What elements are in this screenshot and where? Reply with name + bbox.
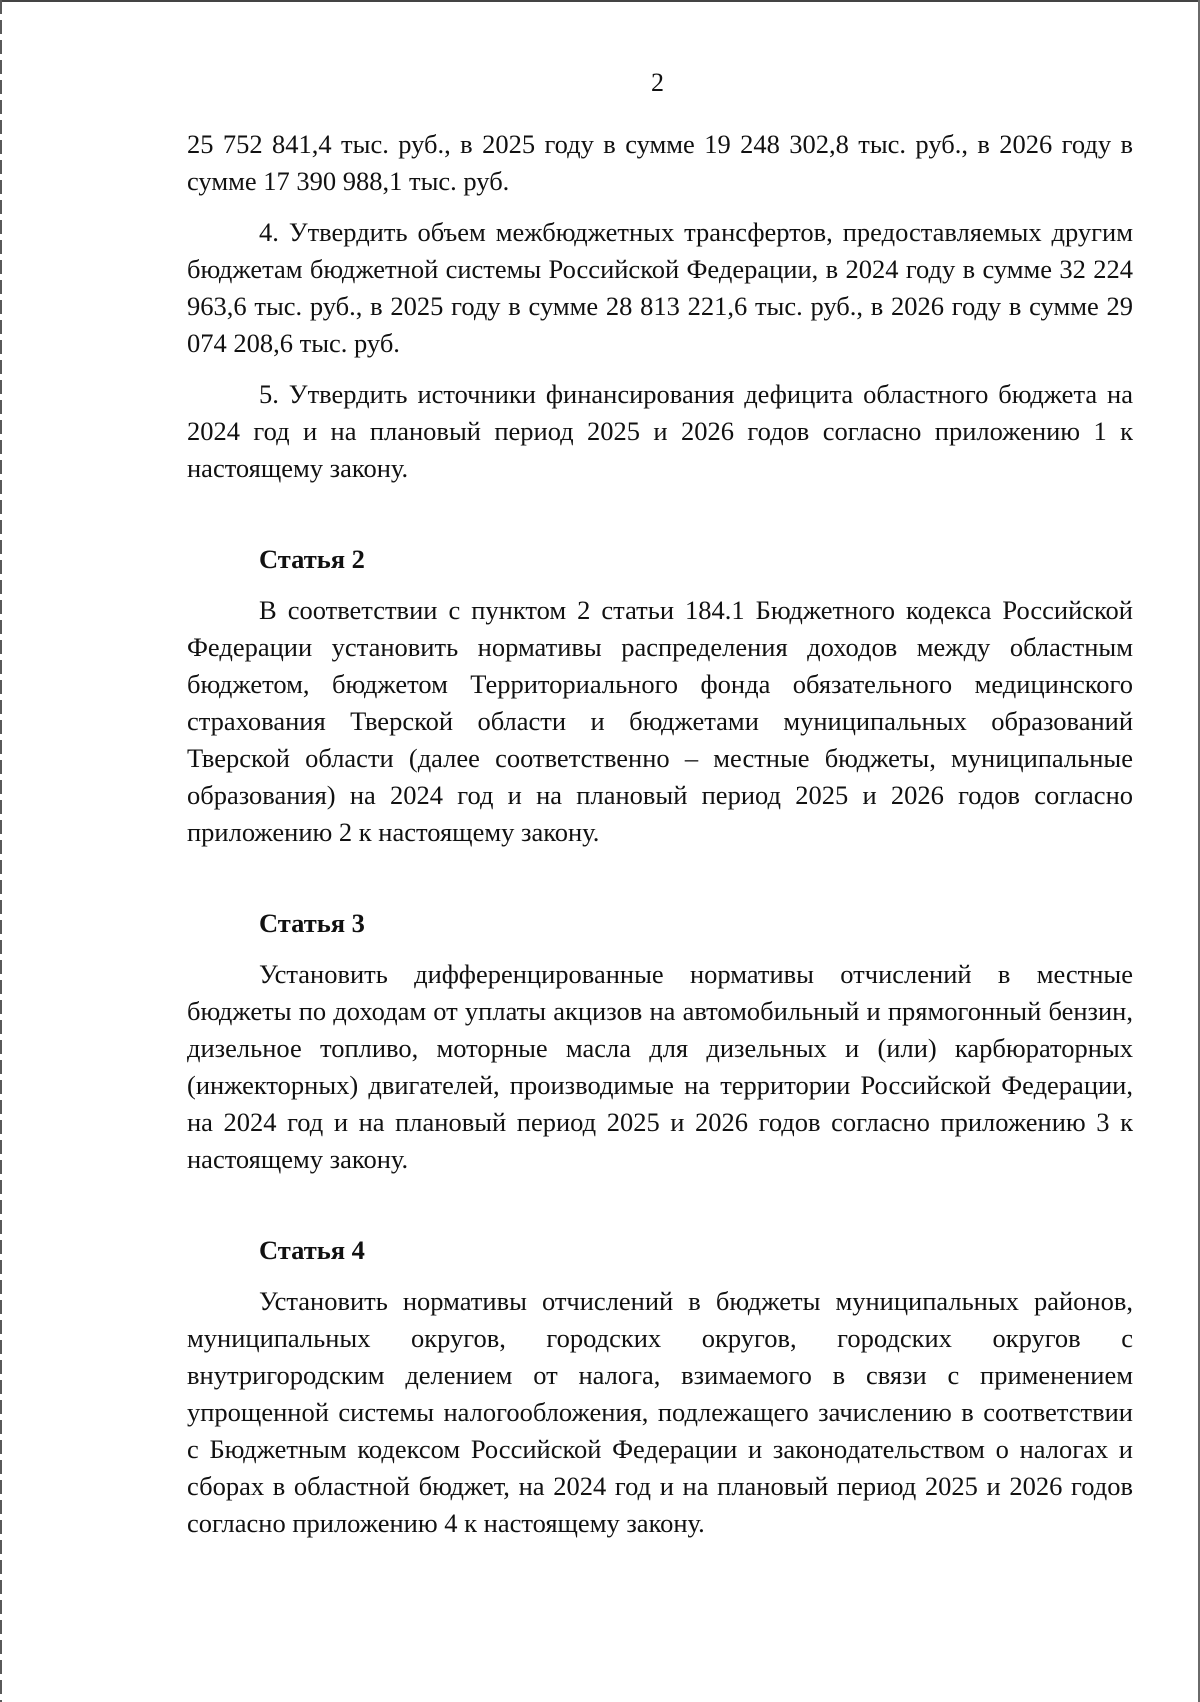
article-4-heading: Статья 4 <box>259 1235 365 1265</box>
paragraph-item-4: 4. Утвердить объем межбюджетных трансфертов, предоставляемых другим бюджетам бюджетной системы Российской Федерации, в 2024 году в сумме 32 224 963,6 тыс. руб., в 2025 году в сумме 28 813 221,6 тыс. руб., в 2026 году в сумме 29 074 208,6 тыс. руб. <box>187 217 1133 358</box>
page-number: 2 <box>651 68 664 97</box>
article-2-heading: Статья 2 <box>259 544 365 574</box>
continued-paragraph: 25 752 841,4 тыс. руб., в 2025 году в сумме 19 248 302,8 тыс. руб., в 2026 году в сумме 17 390 988,1 тыс. руб. <box>187 129 1133 196</box>
paragraph-item-5: 5. Утвердить источники финансирования дефицита областного бюджета на 2024 год и на плановый период 2025 и 2026 годов согласно приложению 1 к настоящему закону. <box>187 379 1133 483</box>
article-4-text: Установить нормативы отчислений в бюджеты муниципальных районов, муниципальных округов, городских округов, городских округов с внутригородским делением от налога, взимаемого в связи с применением упрощенной системы налогообложения, подлежащего зачислению в соответствии с Бюджетным кодексом Российской Федерации и законодательством о налогах и сборах в областной бюджет, на 2024 год и на плановый период 2025 и 2026 годов согласно приложению 4 к настоящему закону. <box>187 1286 1133 1538</box>
scan-border-left <box>0 0 2 1702</box>
scan-border-top <box>0 0 1200 2</box>
article-3-heading: Статья 3 <box>259 908 365 938</box>
article-3-text: Установить дифференцированные нормативы отчислений в местные бюджеты по доходам от уплаты акцизов на автомобильный и прямогонный бензин, дизельное топливо, моторные масла для дизельных и (или) карбюраторных (инжекторных) двигателей, производимые на территории Российской Федерации, на 2024 год и на плановый период 2025 и 2026 годов согласно приложению 3 к настоящему закону. <box>187 959 1133 1174</box>
article-2-text: В соответствии с пунктом 2 статьи 184.1 Бюджетного кодекса Российской Федерации установить нормативы распределения доходов между областным бюджетом, бюджетом Территориального фонда обязательного медицинского страхования Тверской области и бюджетами муниципальных образований Тверской области (далее соответственно – местные бюджеты, муниципальные образования) на 2024 год и на плановый период 2025 и 2026 годов согласно приложению 2 к настоящему закону. <box>187 595 1133 847</box>
document-body <box>187 126 1133 1542</box>
